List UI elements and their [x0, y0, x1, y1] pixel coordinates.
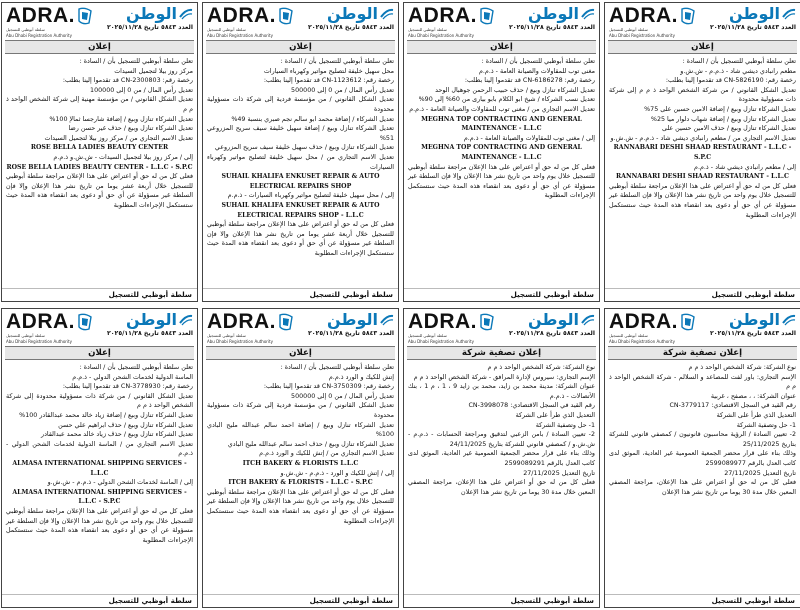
notice-title: إعلان تصفية شركة	[407, 346, 596, 360]
notice-line: تعديل الشركاء تنازل وبيع / إضافة الامين حسين على 75%	[644, 105, 796, 113]
adra-subtitle-en: Abu Dhabi Registration Authority	[6, 33, 72, 38]
adra-emblem-icon	[77, 313, 93, 331]
notice-card-5	[1, 308, 198, 608]
notice-line: تعديل الشركاء تنازل وبيع / إضافة زياد خالد محمد عبدالقادر 100%	[19, 411, 193, 419]
notice-line: تعلن سلطة أبوظبي للتسجيل بأن / السادة :	[481, 58, 595, 65]
issue-date: العدد ٥٨٤٣ تاريخ ٢٠٢٥/١١/٢٨	[308, 330, 394, 337]
card-header	[203, 3, 398, 39]
adra-emblem-icon	[680, 7, 696, 25]
notice-footer: سلطة أبوظبي للتسجيل	[404, 594, 599, 607]
notice-card-2	[202, 2, 399, 302]
notice-line: تعديل الشكل القانوني / من مؤسسة مهنية إلى شركة الشخص الواحد ذ م م	[6, 96, 193, 113]
notice-body	[404, 55, 599, 288]
alwatan-wordmark: الوطن	[126, 4, 177, 23]
notice-line: فعلى كل من له حق أو اعتراض على هذا الإعلان مراجعة سلطة أبوظبي للتسجيل خلال أربعة عشر يوما من تاريخ نشر هذا الإعلان وإلا فإن السلطة غير مسؤولة عن أي حق أو دعوى بعد انقضاء هذه المدة حيث ستستكمل الإجراءات المطلوبة	[207, 221, 394, 257]
notice-body	[203, 361, 398, 594]
notice-line: محل سهيل خليفة لتصليح مواتير وكهرباء السيارات	[263, 67, 394, 75]
adra-subtitle-ar: سلطة أبوظبي للتسجيل	[609, 333, 648, 338]
notice-footer: سلطة أبوظبي للتسجيل	[203, 288, 398, 301]
notice-line: RANNABARI DESHI SHAAD RESTAURANT - L.L.C - S.P.C	[613, 144, 792, 161]
notice-line: فعلى كل من له حق أو اعتراض على هذا الإعلان مراجعة سلطة أبوظبي للتسجيل خلال يوم واحد من تاريخ نشر هذا الإعلان وإلا فإن السلطة غير مسؤولة عن أي حق أو دعوى بعد انقضاء هذه المدة حيث ستستكمل الإجراءات المطلوبة	[609, 182, 796, 219]
adra-wordmark: ADRA.	[6, 4, 75, 27]
notice-line: تعديل الشركاء تنازل وبيع / حذف زياد خالد محمد عبدالقادر	[41, 431, 193, 439]
notice-card-3	[403, 2, 600, 302]
alwatan-swoosh-icon	[179, 7, 193, 21]
issue-date: العدد ٥٨٤٣ تاريخ ٢٠٢٥/١١/٢٨	[509, 330, 595, 337]
notice-line: تاريخ التعديل 27/11/2025	[724, 469, 796, 477]
adra-wordmark: ADRA.	[207, 4, 276, 27]
notice-body	[2, 55, 197, 288]
notice-line: رخصة رقم: CN-6186278 قد تقدموا إلينا بطلب:	[464, 77, 595, 85]
adra-subtitle-en: Abu Dhabi Registration Authority	[408, 33, 474, 38]
notice-title: إعلان	[608, 40, 797, 54]
notice-line: التعديل الذي طرأ على الشركة	[716, 411, 796, 419]
adra-subtitle-ar: سلطة أبوظبي للتسجيل	[408, 27, 447, 32]
alwatan-logo	[710, 311, 796, 338]
issue-date: العدد ٥٨٤٣ تاريخ ٢٠٢٥/١١/٢٨	[710, 24, 796, 31]
notice-line: نوع الشركة: شركة الشخص الواحد ذ م م	[487, 364, 595, 371]
notice-line: رخصة رقم: CN-2300803 قد تقدموا إلينا بطلب:	[62, 77, 193, 85]
notice-line: تعديل الشركاء تنازل وبيع / حذف غير حسن رضا	[68, 125, 193, 133]
notice-footer: سلطة أبوظبي للتسجيل	[404, 288, 599, 301]
notice-line: تعديل نسب الشركاء / شيخ ابو الكلام بابو بيارى من 60% إلى 90%	[418, 96, 595, 104]
notice-line: الإسم التجاري: باور لفت للمصاعد و السلالم - شركة الشخص الواحد ذ م م	[609, 373, 796, 391]
notice-body	[605, 55, 800, 288]
adra-logo	[609, 311, 696, 345]
notice-body	[2, 361, 197, 594]
alwatan-wordmark: الوطن	[126, 310, 177, 329]
card-header	[605, 309, 800, 345]
notice-line: تعديل الشكل القانوني / من مؤسسة فردية إلى شركة ذات مسؤولية محدودة	[207, 96, 394, 113]
notice-line: رخصة رقم: CN-1123612 قد تقدموا إلينا بطلب:	[263, 77, 394, 85]
adra-subtitle-ar: سلطة أبوظبي للتسجيل	[207, 333, 246, 338]
notice-card-4	[604, 2, 800, 302]
card-header	[203, 309, 398, 345]
notice-line: تعديل رأس المال / من 0 إلى 500000	[291, 392, 394, 400]
alwatan-logo	[308, 5, 394, 32]
notice-line: إلى / مغنى توب للمقاولات والصيانة العامة - ذ.م.م	[463, 134, 595, 142]
notice-line: إلى / إتش للكيك و الورد - ذ.م.م - ش.ش.و	[280, 469, 394, 477]
notice-line: رخصة رقم: CN-5826190 قد تقدموا إلينا بطلب:	[665, 77, 796, 85]
adra-wordmark: ADRA.	[408, 310, 477, 333]
alwatan-logo	[308, 311, 394, 338]
notice-line: تعديل الشركاء تنازل وبيع / إضافة شهاب دلوار ميا 25%	[650, 115, 796, 123]
notice-line: تعديل الاسم التجاري من / إتش للكيك و الورد ذ.م.م	[259, 450, 394, 458]
adra-wordmark: ADRA.	[6, 310, 75, 333]
notice-line: تعلن سلطة أبوظبي للتسجيل بأن / السادة :	[682, 58, 796, 65]
adra-emblem-icon	[278, 313, 294, 331]
notice-body	[404, 361, 599, 594]
notice-line: وذلك بناء على قرار محضر الجمعية العمومية غير العادية، الموثق لدى كاتب العدل بالرقم 2599089291	[408, 450, 595, 467]
notice-footer: سلطة أبوظبي للتسجيل	[605, 288, 800, 301]
notice-line: الإسم التجاري: سيروس لإدارة المرافق - شركة الشخص الواحد ذ م م	[413, 373, 595, 381]
notice-line: رخصة رقم: CN-3778930 قد تقدموا إلينا بطلب:	[62, 383, 193, 391]
notice-title: إعلان	[206, 346, 395, 360]
adra-logo	[207, 5, 294, 39]
notice-line: إلى / الماسة لخدمات الشحن الدولي - ذ.م.م - ش.ش.و	[47, 479, 193, 487]
notice-title: إعلان	[5, 346, 194, 360]
notice-line: 1- حل وتصفية الشركة	[736, 421, 796, 429]
notice-line: فعلى كل من له حق أو اعتراض على هذا الإعلان، مراجعة المصفي المعين خلال مدة 30 يوما من تاريخ نشر هذا الإعلان	[408, 479, 595, 496]
alwatan-swoosh-icon	[581, 313, 595, 327]
notice-footer: سلطة أبوظبي للتسجيل	[2, 594, 197, 607]
notice-line: تعديل الشركاء تنازل وبيع / إضافة احمد سالم عبدالله مليح البادي 100%	[207, 421, 394, 439]
adra-emblem-icon	[479, 7, 495, 25]
notice-title: إعلان	[407, 40, 596, 54]
adra-subtitle-ar: سلطة أبوظبي للتسجيل	[6, 27, 45, 32]
notice-line: تعديل الشركاء تنازل وبيع / إضافة شارجسا ثمالإ 100%	[49, 115, 193, 123]
alwatan-swoosh-icon	[179, 313, 193, 327]
notice-line: تعلن سلطة أبوظبي للتسجيل بأن / السادة :	[280, 364, 394, 371]
adra-subtitle-en: Abu Dhabi Registration Authority	[207, 339, 273, 344]
notice-line: الماسة الدولية لخدمات الشحن الدولي - ذ.م.م	[72, 373, 193, 381]
notice-line: تاريخ التعديل 27/11/2025	[523, 469, 595, 477]
notice-line: RANNABARI DESHI SHAAD RESTAURANT - L.L.C	[616, 173, 789, 181]
notice-line: إلى / مركز روز بيلا لتجميل السيدات - ش.ش.و ذ.م.م	[53, 153, 193, 161]
alwatan-wordmark: الوطن	[729, 4, 780, 23]
adra-wordmark: ADRA.	[207, 310, 276, 333]
alwatan-logo	[509, 5, 595, 32]
adra-logo	[6, 5, 93, 39]
notice-line: تعديل رأس المال / من 0 إلى 100000	[90, 86, 193, 94]
alwatan-swoosh-icon	[380, 7, 394, 21]
notice-body	[203, 55, 398, 288]
issue-date: العدد ٥٨٤٣ تاريخ ٢٠٢٥/١١/٢٨	[509, 24, 595, 31]
notice-line: تعلن سلطة أبوظبي للتسجيل بأن / السادة :	[79, 58, 193, 65]
notice-footer: سلطة أبوظبي للتسجيل	[2, 288, 197, 301]
notice-line: فعلى كل من له حق أو اعتراض على هذا الإعلان مراجعة سلطة أبوظبي للتسجيل خلال يوم واحد من تاريخ نشر هذا الإعلان وإلا فإن السلطة غير مسؤولة عن أي حق أو دعوى بعد انقضاء هذه المدة حيث ستستكمل الإجراءات المطلوبة	[408, 163, 595, 200]
notice-title: إعلان	[5, 40, 194, 54]
notice-line: رخصة رقم: CN-3750309 قد تقدموا إلينا بطلب:	[263, 383, 394, 391]
adra-subtitle-ar: سلطة أبوظبي للتسجيل	[6, 333, 45, 338]
notice-line: إلى / مطعم رانبادي ديشي شاد - ذ.م.م	[694, 163, 796, 171]
card-header	[2, 309, 197, 345]
notice-line: عنوان الشركة: مدينة محمد بن زايد، محمد بن زايد 9 ، 1 ، م 1 ، بنك الأتصالات - ذ.م.م	[408, 383, 595, 400]
notice-line: SUHAIL KHALIFA ENKUSET REPAIR & AUTO ELECTRICAL REPAIRS SHOP	[221, 173, 380, 190]
notice-line: تعديل الشكل القانوني / من مؤسسة فردية إلى شركة ذات مسؤولية محدودة	[207, 402, 394, 419]
notice-line: MEGHNA TOP CONTRACTING AND GENERAL MAINTENANCE - L.L.C	[421, 115, 582, 133]
notice-line: مركز روز بيلا لتجميل السيدات	[114, 67, 193, 75]
adra-emblem-icon	[479, 313, 495, 331]
adra-emblem-icon	[278, 7, 294, 25]
notice-line: فعلى كل من له حق أو اعتراض على هذا الإعلان مراجعة سلطة أبوظبي للتسجيل خلال أربعة عشر يوما من تاريخ نشر هذا الإعلان وإلا فإن السلطة غير مسؤولة عن أي حق أو دعوى بعد انقضاء هذه المدة حيث ستستكمل الإجراءات المطلوبة	[6, 173, 193, 209]
notice-line: 2- تعيين السادة / بامن الزعبي لتدقيق ومراجعة الحسابات - ذ.م.م - ش.ش.و / كمصفي قانوني للشركة بتاريخ 24/11/2025	[408, 431, 595, 448]
notice-line: تعديل الاسم التجاري من / مطعم رانبادي ديشي شاد - ذ.م.م - ش.ش.و	[610, 134, 796, 142]
alwatan-swoosh-icon	[782, 7, 796, 21]
alwatan-wordmark: الوطن	[528, 310, 579, 329]
notice-line: تعديل الاسم التجاري من / مركز روز بيلا لتجميل السيدات	[44, 134, 193, 142]
adra-logo	[609, 5, 696, 39]
adra-subtitle-en: Abu Dhabi Registration Authority	[6, 339, 72, 344]
notice-card-6	[202, 308, 399, 608]
card-header	[605, 3, 800, 39]
notice-line: تعديل الشركاء تنازل وبيع / حذف ابراهيم علي حسن	[58, 421, 193, 429]
notice-card-1	[1, 2, 198, 302]
adra-wordmark: ADRA.	[609, 4, 678, 27]
notice-line: تعديل الشركاء تنازل وبيع / حذف حبيب الرحمن جوهبال الوحد	[435, 86, 595, 94]
alwatan-wordmark: الوطن	[327, 4, 378, 23]
notice-line: تعديل الشركاء تنازل وبيع / حذف احمد سالم عبدالله مليح البادي	[227, 440, 394, 448]
notice-line: تعديل الشكل القانوني / من شركة ذات مسؤولية محدودة إلى شركة الشخص الواحد ذ م م	[6, 392, 193, 410]
notice-line: تعديل الشركاء تنازل وبيع / حذف سهيل خليفة سيف سريح المزروعي	[214, 144, 394, 152]
adra-subtitle-en: Abu Dhabi Registration Authority	[207, 33, 273, 38]
issue-date: العدد ٥٨٤٣ تاريخ ٢٠٢٥/١١/٢٨	[308, 24, 394, 31]
adra-subtitle-en: Abu Dhabi Registration Authority	[408, 339, 474, 344]
issue-date: العدد ٥٨٤٣ تاريخ ٢٠٢٥/١١/٢٨	[107, 24, 193, 31]
alwatan-logo	[710, 5, 796, 32]
notice-line: MEGHNA TOP CONTRACTING AND GENERAL MAINTENANCE - L.L.C	[421, 144, 582, 161]
alwatan-wordmark: الوطن	[528, 4, 579, 23]
notice-line: تعديل الشكل القانوني / من شركة الشخص الواحد ذ م م إلى شركة ذات مسؤولية محدودة	[609, 86, 796, 104]
issue-date: العدد ٥٨٤٣ تاريخ ٢٠٢٥/١١/٢٨	[710, 330, 796, 337]
notice-title: إعلان	[206, 40, 395, 54]
adra-logo	[408, 5, 495, 39]
notice-line: تعلن سلطة أبوظبي للتسجيل بأن / السادة :	[280, 58, 394, 65]
notice-line: تعديل رأس المال / من 0 إلى 500000	[291, 86, 394, 94]
notice-line: ALMASA INTERNATIONAL SHIPPING SERVICES - L.L.C - S.P.C	[12, 488, 187, 506]
notice-line: وذلك بناء على قرار محضر الجمعية العمومية غير العادية، الموثق لدى كاتب العدل بالرقم 2599089977	[609, 450, 796, 467]
notice-line: مغنى توب للمقاولات والصيانة العامة - ذ.م.م	[478, 67, 595, 75]
alwatan-logo	[509, 311, 595, 338]
adra-subtitle-en: Abu Dhabi Registration Authority	[609, 339, 675, 344]
notice-title: إعلان تصفية شركة	[608, 346, 797, 360]
notice-card-7	[403, 308, 600, 608]
adra-logo	[6, 311, 93, 345]
adra-subtitle-ar: سلطة أبوظبي للتسجيل	[609, 27, 648, 32]
notice-line: ROSE BELLA LADIES BEAUTY CENTER	[30, 144, 169, 152]
card-header	[2, 3, 197, 39]
alwatan-swoosh-icon	[782, 313, 796, 327]
notice-line: 2- تعيين السادة / الرؤية محاسبون قانونيون / كمصفي قانوني للشركة بتاريخ 25/11/2025	[609, 431, 796, 448]
card-header	[404, 309, 599, 345]
adra-subtitle-en: Abu Dhabi Registration Authority	[609, 33, 675, 38]
notice-footer: سلطة أبوظبي للتسجيل	[605, 594, 800, 607]
adra-subtitle-ar: سلطة أبوظبي للتسجيل	[408, 333, 447, 338]
notice-body	[605, 361, 800, 594]
alwatan-wordmark: الوطن	[327, 310, 378, 329]
issue-date: العدد ٥٨٤٣ تاريخ ٢٠٢٥/١١/٢٨	[107, 330, 193, 337]
adra-emblem-icon	[680, 313, 696, 331]
notice-line: تعديل الاسم التجاري من / مغنى توب للمقاولات والصيانة العامة - ذ.م.م	[409, 105, 595, 113]
notice-line: ALMASA INTERNATIONAL SHIPPING SERVICES - L.L.C	[12, 459, 187, 477]
notice-line: إلى / محل سهيل خليفة لتصليح مواتير وكهرباء السيارات - ذ.م.م	[227, 192, 394, 200]
notice-line: تعديل الاسم التجاري من / الماسة الدولية لخدمات الشحن الدولي - ذ.م.م	[6, 440, 193, 458]
notice-line: تعلن سلطة أبوظبي للتسجيل بأن / السادة :	[79, 364, 193, 371]
notice-line: فعلى كل من له حق أو اعتراض على هذا الإعلان مراجعة سلطة أبوظبي للتسجيل خلال يوم واحد من تاريخ نشر هذا الإعلان وإلا فإن السلطة غير مسؤولة عن أي حق أو دعوى بعد انقضاء هذه المدة حيث ستستكمل الإجراءات المطلوبة	[6, 507, 193, 544]
notice-line: التعديل الذي طرأ على الشركة	[515, 411, 595, 419]
notice-card-8	[604, 308, 800, 608]
notice-line: رقم القيد في السجل الاقتصادي: CN-3998078	[468, 402, 595, 410]
adra-emblem-icon	[77, 7, 93, 25]
notice-line: ITCH BAKERY & FLORISTS L.L.C	[242, 459, 359, 467]
alwatan-swoosh-icon	[380, 313, 394, 327]
notice-line: تعديل الشركاء / إضافة محمد ابو سالم نجم صبري بنسبة 49%	[231, 115, 394, 123]
card-header	[404, 3, 599, 39]
notice-line: عنوان الشركة: ، ، مصفح ، غربية	[710, 392, 796, 400]
notice-line: نوع الشركة: شركة الشخص الواحد ذ م م	[688, 364, 796, 371]
notice-line: إتش للكيك و الورد ذ.م.م	[328, 373, 394, 381]
alwatan-wordmark: الوطن	[729, 310, 780, 329]
adra-logo	[408, 311, 495, 345]
adra-subtitle-ar: سلطة أبوظبي للتسجيل	[207, 27, 246, 32]
notice-line: ROSE BELLA LADIES BEAUTY CENTER - L.L.C - S.P.C	[6, 163, 193, 171]
notice-line: فعلى كل من له حق أو اعتراض على هذا الإعلان مراجعة سلطة أبوظبي للتسجيل خلال يوم واحد من تاريخ نشر هذا الإعلان وإلا فإن السلطة غير مسؤولة عن أي حق أو دعوى بعد انقضاء هذه المدة حيث ستستكمل الإجراءات المطلوبة	[207, 488, 394, 525]
notice-line: 1- حل وتصفية الشركة	[535, 421, 595, 429]
notice-line: تعديل الشركاء تنازل وبيع / حذف الامين حسين على	[661, 125, 796, 133]
alwatan-logo	[107, 5, 193, 32]
alwatan-swoosh-icon	[581, 7, 595, 21]
notice-line: تعديل الاسم التجاري من / محل سهيل خليفة لتصليح مواتير وكهرباء السيارات	[207, 153, 394, 171]
notice-line: رقم القيد في السجل الاقتصادي: CN-3779117	[669, 402, 796, 410]
adra-logo	[207, 311, 294, 345]
notice-line: مطعم رانبادي ديشي شاد - ذ.م.م - ش.ش.و	[680, 67, 796, 75]
notice-line: ITCH BAKERY & FLORISTS - L.L.C - S.P.C	[228, 479, 373, 487]
adra-wordmark: ADRA.	[609, 310, 678, 333]
notice-line: فعلى كل من له حق أو اعتراض على هذا الإعلان، مراجعة المصفي المعين خلال مدة 30 يوما من تاريخ نشر هذا الإعلان	[609, 479, 796, 496]
notice-line: SUHAIL KHALIFA ENKUSET REPAIR & AUTO ELECTRICAL REPAIRS SHOP - L.L.C	[221, 201, 380, 219]
notice-footer: سلطة أبوظبي للتسجيل	[203, 594, 398, 607]
adra-wordmark: ADRA.	[408, 4, 477, 27]
alwatan-logo	[107, 311, 193, 338]
notice-line: تعديل الشركاء تنازل وبيع / إضافة سهيل خليفة سيف سريح المزروعي 51%	[207, 125, 394, 142]
